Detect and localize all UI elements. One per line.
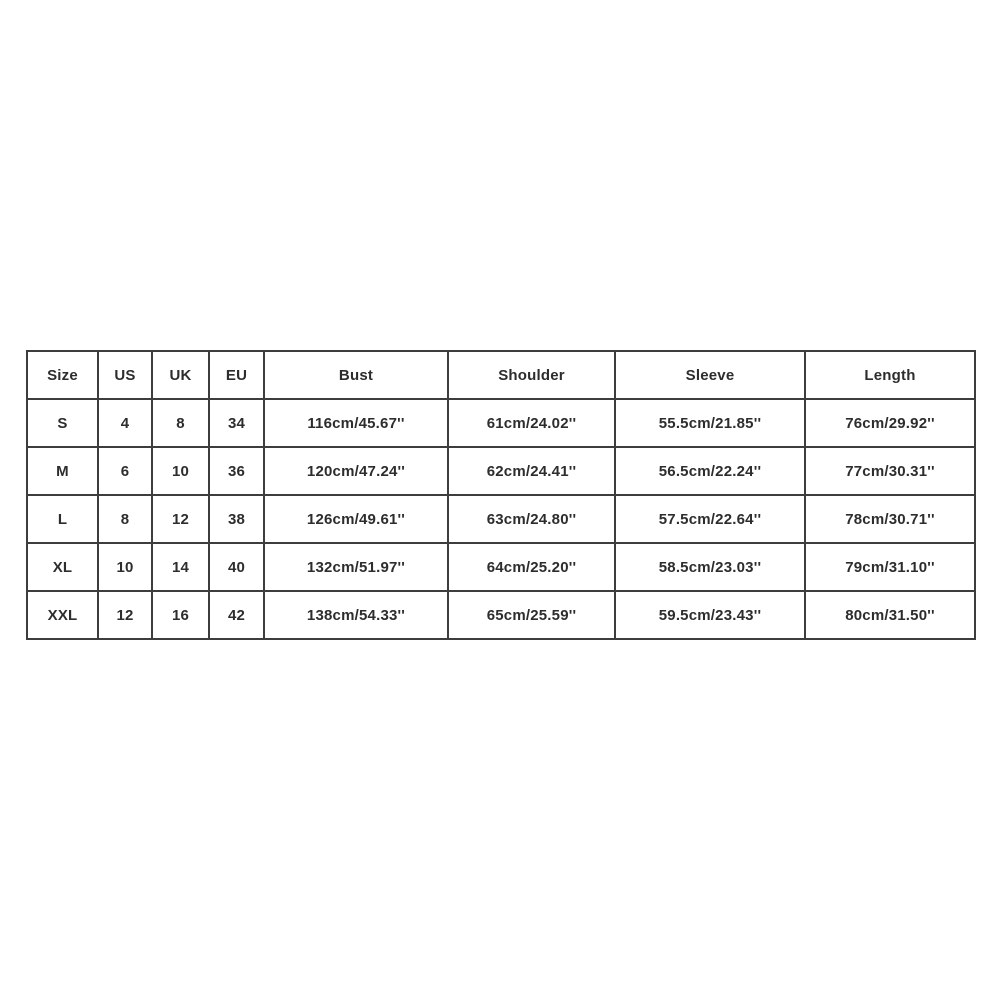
table-cell: 80cm/31.50'' bbox=[805, 591, 975, 639]
column-header-us: US bbox=[98, 351, 152, 399]
size-chart bbox=[26, 350, 974, 640]
table-cell: 76cm/29.92'' bbox=[805, 399, 975, 447]
table-cell: 63cm/24.80'' bbox=[448, 495, 615, 543]
table-cell: XXL bbox=[27, 591, 98, 639]
table-row bbox=[27, 399, 975, 447]
table-cell: 62cm/24.41'' bbox=[448, 447, 615, 495]
table-row bbox=[27, 447, 975, 495]
table-row bbox=[27, 495, 975, 543]
table-cell: 77cm/30.31'' bbox=[805, 447, 975, 495]
table-row bbox=[27, 543, 975, 591]
table-cell: 78cm/30.71'' bbox=[805, 495, 975, 543]
table-cell: L bbox=[27, 495, 98, 543]
table-cell: 57.5cm/22.64'' bbox=[615, 495, 805, 543]
table-cell: 42 bbox=[209, 591, 264, 639]
column-header-bust: Bust bbox=[264, 351, 448, 399]
table-cell: 14 bbox=[152, 543, 209, 591]
table-cell: 8 bbox=[152, 399, 209, 447]
table-cell: 40 bbox=[209, 543, 264, 591]
column-header-size: Size bbox=[27, 351, 98, 399]
table-cell: 36 bbox=[209, 447, 264, 495]
column-header-uk: UK bbox=[152, 351, 209, 399]
table-cell: 132cm/51.97'' bbox=[264, 543, 448, 591]
table-cell: 12 bbox=[152, 495, 209, 543]
table-cell: 38 bbox=[209, 495, 264, 543]
table-cell: 12 bbox=[98, 591, 152, 639]
table-body bbox=[27, 399, 975, 639]
size-chart-table bbox=[26, 350, 976, 640]
table-cell: 126cm/49.61'' bbox=[264, 495, 448, 543]
table-cell: 59.5cm/23.43'' bbox=[615, 591, 805, 639]
table-cell: 138cm/54.33'' bbox=[264, 591, 448, 639]
table-cell: 58.5cm/23.03'' bbox=[615, 543, 805, 591]
table-cell: 10 bbox=[152, 447, 209, 495]
table-cell: M bbox=[27, 447, 98, 495]
table-cell: 65cm/25.59'' bbox=[448, 591, 615, 639]
header-row bbox=[27, 351, 975, 399]
table-cell: S bbox=[27, 399, 98, 447]
table-row bbox=[27, 591, 975, 639]
table-cell: 116cm/45.67'' bbox=[264, 399, 448, 447]
column-header-shoulder: Shoulder bbox=[448, 351, 615, 399]
table-cell: 120cm/47.24'' bbox=[264, 447, 448, 495]
table-cell: 4 bbox=[98, 399, 152, 447]
table-cell: 34 bbox=[209, 399, 264, 447]
column-header-eu: EU bbox=[209, 351, 264, 399]
column-header-length: Length bbox=[805, 351, 975, 399]
table-cell: 61cm/24.02'' bbox=[448, 399, 615, 447]
table-cell: 56.5cm/22.24'' bbox=[615, 447, 805, 495]
table-cell: 16 bbox=[152, 591, 209, 639]
table-cell: 8 bbox=[98, 495, 152, 543]
table-cell: 6 bbox=[98, 447, 152, 495]
table-cell: 10 bbox=[98, 543, 152, 591]
table-cell: 64cm/25.20'' bbox=[448, 543, 615, 591]
table-cell: 55.5cm/21.85'' bbox=[615, 399, 805, 447]
table-cell: 79cm/31.10'' bbox=[805, 543, 975, 591]
table-cell: XL bbox=[27, 543, 98, 591]
column-header-sleeve: Sleeve bbox=[615, 351, 805, 399]
